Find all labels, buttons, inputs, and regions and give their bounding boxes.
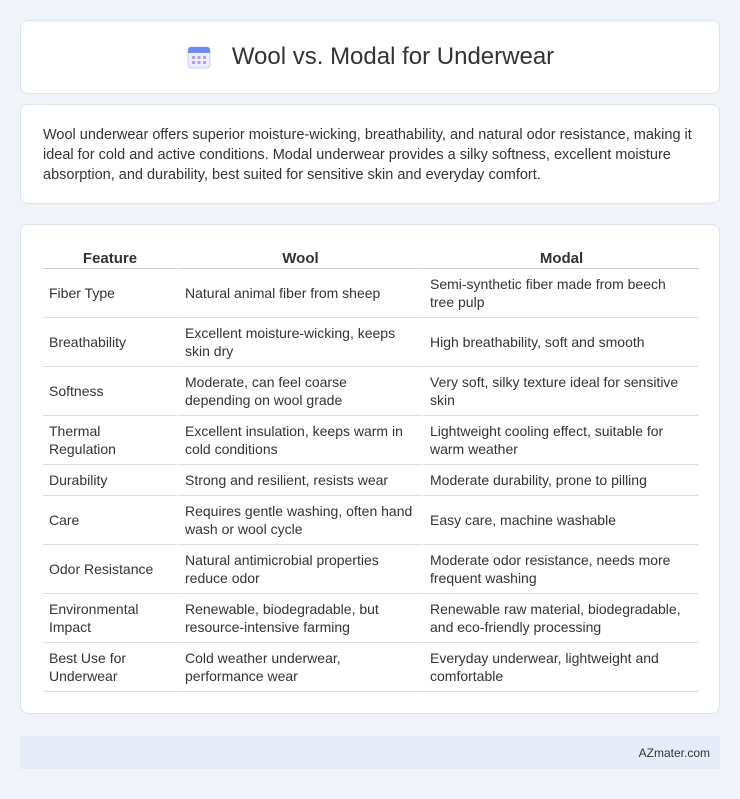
wool-cell: Excellent moisture-wicking, keeps skin dry xyxy=(177,318,422,367)
feature-cell: Odor Resistance xyxy=(43,545,177,594)
modal-cell: Renewable raw material, biodegradable, and eco-friendly processing xyxy=(422,594,699,643)
comparison-card xyxy=(20,224,720,714)
modal-cell: Lightweight cooling effect, suitable for warm weather xyxy=(422,416,699,465)
footer-brand: AZmater.com xyxy=(638,745,710,760)
feature-cell: Best Use for Underwear xyxy=(43,643,177,692)
table-row xyxy=(43,545,699,594)
comparison-table xyxy=(43,245,699,692)
table-row xyxy=(43,496,699,545)
feature-cell: Durability xyxy=(43,465,177,496)
wool-cell: Excellent insulation, keeps warm in cold conditions xyxy=(177,416,422,465)
table-row xyxy=(43,643,699,692)
feature-cell: Breathability xyxy=(43,318,177,367)
wool-cell: Requires gentle washing, often hand wash or wool cycle xyxy=(177,496,422,545)
intro-card xyxy=(20,104,720,204)
title-card xyxy=(20,20,720,94)
wool-cell: Natural antimicrobial properties reduce odor xyxy=(177,545,422,594)
header-feature: Feature xyxy=(43,245,177,269)
wool-cell: Renewable, biodegradable, but resource-intensive farming xyxy=(177,594,422,643)
wool-cell: Strong and resilient, resists wear xyxy=(177,465,422,496)
footer xyxy=(20,736,720,769)
feature-cell: Environmental Impact xyxy=(43,594,177,643)
page-title: Wool vs. Modal for Underwear xyxy=(231,43,555,70)
table-row xyxy=(43,465,699,496)
modal-cell: Easy care, machine washable xyxy=(422,496,699,545)
table-row xyxy=(43,416,699,465)
wool-cell: Moderate, can feel coarse depending on wool grade xyxy=(177,367,422,416)
header-wool: Wool xyxy=(177,245,422,269)
feature-cell: Care xyxy=(43,496,177,545)
modal-cell: Moderate durability, prone to pilling xyxy=(422,465,699,496)
header-modal: Modal xyxy=(422,245,699,269)
modal-cell: Moderate odor resistance, needs more frequent washing xyxy=(422,545,699,594)
calendar-icon xyxy=(186,44,212,70)
intro-text: Wool underwear offers superior moisture-wicking, breathability, and natural odor resistance, making it ideal for cold and active conditions. Modal underwear provides a silky softness, excellent moisture absorption, and durability, best suited for sensitive skin and everyday comfort. xyxy=(43,127,692,183)
modal-cell: Very soft, silky texture ideal for sensitive skin xyxy=(422,367,699,416)
feature-cell: Softness xyxy=(43,367,177,416)
table-row xyxy=(43,594,699,643)
table-row xyxy=(43,269,699,318)
table-row xyxy=(43,367,699,416)
feature-cell: Thermal Regulation xyxy=(43,416,177,465)
modal-cell: High breathability, soft and smooth xyxy=(422,318,699,367)
modal-cell: Everyday underwear, lightweight and comfortable xyxy=(422,643,699,692)
wool-cell: Natural animal fiber from sheep xyxy=(177,269,422,318)
table-header-row xyxy=(43,245,699,269)
wool-cell: Cold weather underwear, performance wear xyxy=(177,643,422,692)
feature-cell: Fiber Type xyxy=(43,269,177,318)
modal-cell: Semi-synthetic fiber made from beech tree pulp xyxy=(422,269,699,318)
table-row xyxy=(43,318,699,367)
